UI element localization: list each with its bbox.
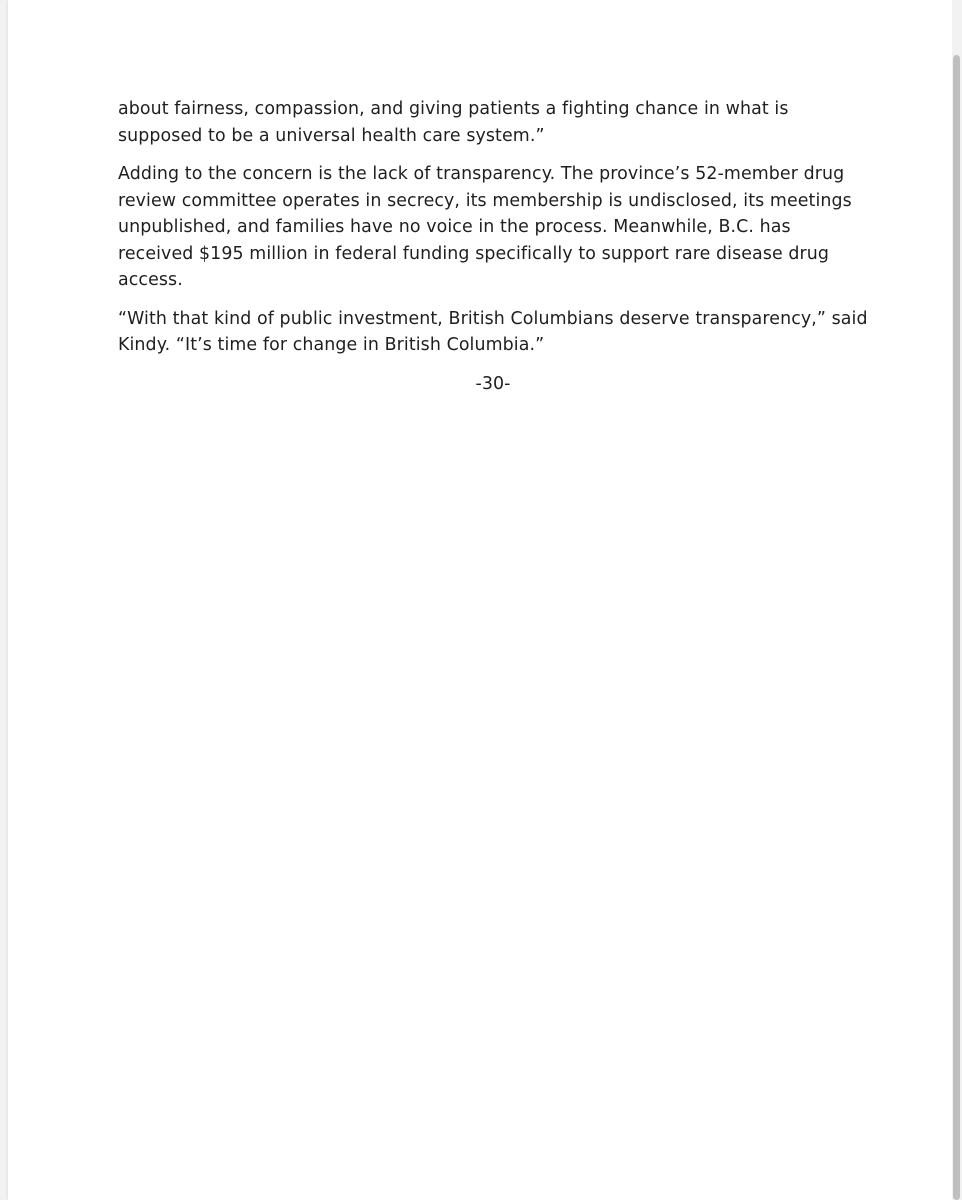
paragraph-quote-kindy: “With that kind of public investment, British Columbians deserve transparency,” said Kindy. “It’s time for change in British Columbia.” xyxy=(118,308,868,355)
paragraph-transparency: Adding to the concern is the lack of transparency. The province’s 52-member drug review committee operates in secrecy, its membership is undisclosed, its meetings unpublished, and families have no voice in the process. Meanwhile, B.C. has received $195 million in federal funding specifically to support rare disease drug access. xyxy=(118,164,852,290)
end-marker: -30- xyxy=(475,373,511,394)
page-content xyxy=(118,96,868,397)
paragraph-fairness: about fairness, compassion, and giving patients a fighting chance in what is supposed to be a universal health care system.” xyxy=(118,99,789,146)
document-page xyxy=(8,0,952,1200)
scrollbar-thumb[interactable] xyxy=(953,55,960,1200)
vertical-scrollbar[interactable] xyxy=(952,0,962,1200)
